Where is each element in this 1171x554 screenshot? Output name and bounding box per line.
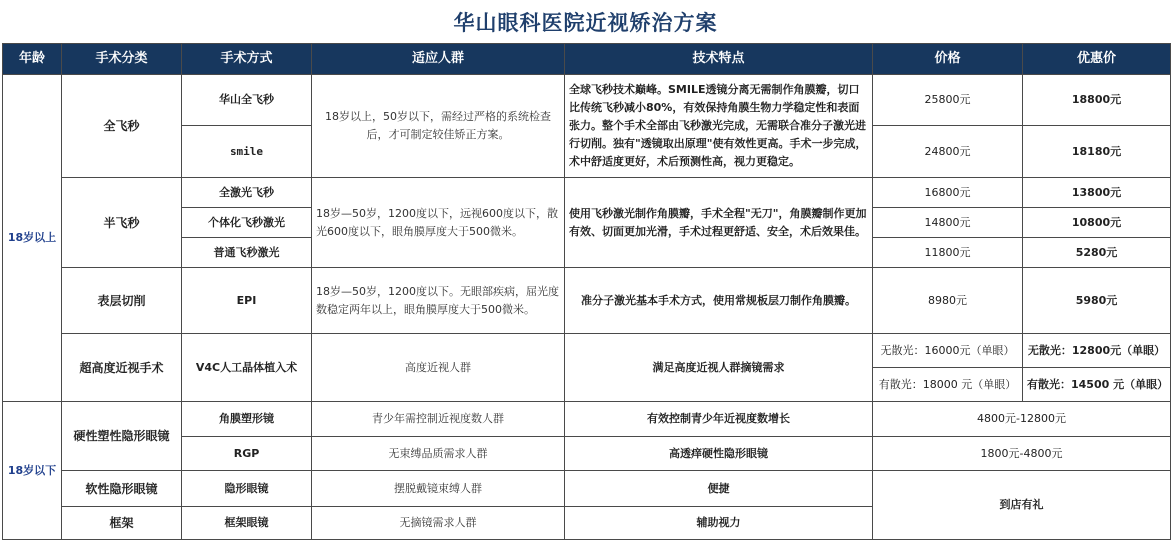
- feature-cell: 有效控制青少年近视度数增长: [565, 402, 873, 437]
- category-high-myopia: 超高度近视手术: [62, 334, 182, 402]
- price-cell: 有散光：18000 元（单眼）: [873, 368, 1023, 402]
- feature-cell: 便捷: [565, 471, 873, 507]
- crowd-cell: 18岁以上，50岁以下，需经过严格的系统检查后，才可制定较佳矫正方案。: [312, 75, 565, 178]
- age-cell-minor: 18岁以下: [3, 402, 62, 540]
- category-surface: 表层切削: [62, 268, 182, 334]
- discount-cell: 18800元: [1023, 75, 1171, 126]
- discount-cell: 5980元: [1023, 268, 1171, 334]
- crowd-cell: 摆脱戴镜束缚人群: [312, 471, 565, 507]
- category-semi-femto: 半飞秒: [62, 178, 182, 268]
- category-frame: 框架: [62, 507, 182, 540]
- plan-table: [2, 43, 1171, 540]
- discount-cell: 有散光：14500 元（单眼）: [1023, 368, 1171, 402]
- table-row: [3, 75, 1171, 126]
- discount-cell: 10800元: [1023, 208, 1171, 238]
- header-crowd: 适应人群: [312, 44, 565, 75]
- price-cell: 4800元-12800元: [873, 402, 1171, 437]
- feature-cell: 准分子激光基本手术方式，使用常规板层刀制作角膜瓣。: [565, 268, 873, 334]
- header-price: 价格: [873, 44, 1023, 75]
- feature-cell: 使用飞秒激光制作角膜瓣，手术全程"无刀"，角膜瓣制作更加有效、切面更加光滑，手术过程更舒适、安全，术后效果佳。: [565, 178, 873, 268]
- method-cell: 角膜塑形镜: [182, 402, 312, 437]
- discount-cell: 无散光：12800元（单眼）: [1023, 334, 1171, 368]
- crowd-cell: 18岁—50岁，1200度以下。无眼部疾病，屈光度数稳定两年以上，眼角膜厚度大于500微米。: [312, 268, 565, 334]
- feature-cell: 辅助视力: [565, 507, 873, 540]
- header-row: [3, 44, 1171, 75]
- crowd-cell: 青少年需控制近视度数人群: [312, 402, 565, 437]
- method-cell: 华山全飞秒: [182, 75, 312, 126]
- method-cell: 普通飞秒激光: [182, 238, 312, 268]
- feature-cell: 高透痒硬性隐形眼镜: [565, 437, 873, 471]
- method-cell: 全激光飞秒: [182, 178, 312, 208]
- age-cell-adult: 18岁以上: [3, 75, 62, 402]
- page-title: 华山眼科医院近视矫治方案: [453, 11, 718, 35]
- method-cell: RGP: [182, 437, 312, 471]
- price-cell: 24800元: [873, 126, 1023, 178]
- category-rigid-lens: 硬性塑性隐形眼镜: [62, 402, 182, 471]
- discount-cell: 18180元: [1023, 126, 1171, 178]
- price-cell: 25800元: [873, 75, 1023, 126]
- method-cell: 框架眼镜: [182, 507, 312, 540]
- method-cell: smile: [182, 126, 312, 178]
- header-method: 手术方式: [182, 44, 312, 75]
- table-row: [3, 268, 1171, 334]
- crowd-cell: 无束缚品质需求人群: [312, 437, 565, 471]
- method-cell: V4C人工晶体植入术: [182, 334, 312, 402]
- price-cell: 无散光：16000元（单眼）: [873, 334, 1023, 368]
- table-row: [3, 402, 1171, 437]
- crowd-cell: 18岁—50岁，1200度以下，远视600度以下，散光600度以下，眼角膜厚度大于500微米。: [312, 178, 565, 268]
- method-cell: 个体化飞秒激光: [182, 208, 312, 238]
- discount-cell: 13800元: [1023, 178, 1171, 208]
- price-cell: 8980元: [873, 268, 1023, 334]
- price-cell: 14800元: [873, 208, 1023, 238]
- category-soft-lens: 软性隐形眼镜: [62, 471, 182, 507]
- discount-cell: 5280元: [1023, 238, 1171, 268]
- crowd-cell: 高度近视人群: [312, 334, 565, 402]
- table-row: [3, 471, 1171, 507]
- price-cell: 16800元: [873, 178, 1023, 208]
- crowd-cell: 无摘镜需求人群: [312, 507, 565, 540]
- method-cell: EPI: [182, 268, 312, 334]
- table-row: [3, 178, 1171, 208]
- feature-cell: 满足高度近视人群摘镜需求: [565, 334, 873, 402]
- feature-cell: 全球飞秒技术巅峰。SMILE透镜分离无需制作角膜瓣，切口比传统飞秒减小80%，有效保持角膜生物力学稳定性和表面张力。整个手术全部由飞秒激光完成，无需联合准分子激光进行切削。独有"透镜取出原理"使有效性更高。手术一步完成，术中舒适度更好，术后预测性高，视力更稳定。: [565, 75, 873, 178]
- gift-cell: 到店有礼: [873, 471, 1171, 540]
- table-row: [3, 334, 1171, 368]
- header-feature: 技术特点: [565, 44, 873, 75]
- header-category: 手术分类: [62, 44, 182, 75]
- header-discount: 优惠价: [1023, 44, 1171, 75]
- header-age: 年龄: [3, 44, 62, 75]
- price-cell: 1800元-4800元: [873, 437, 1171, 471]
- method-cell: 隐形眼镜: [182, 471, 312, 507]
- category-full-femto: 全飞秒: [62, 75, 182, 178]
- price-cell: 11800元: [873, 238, 1023, 268]
